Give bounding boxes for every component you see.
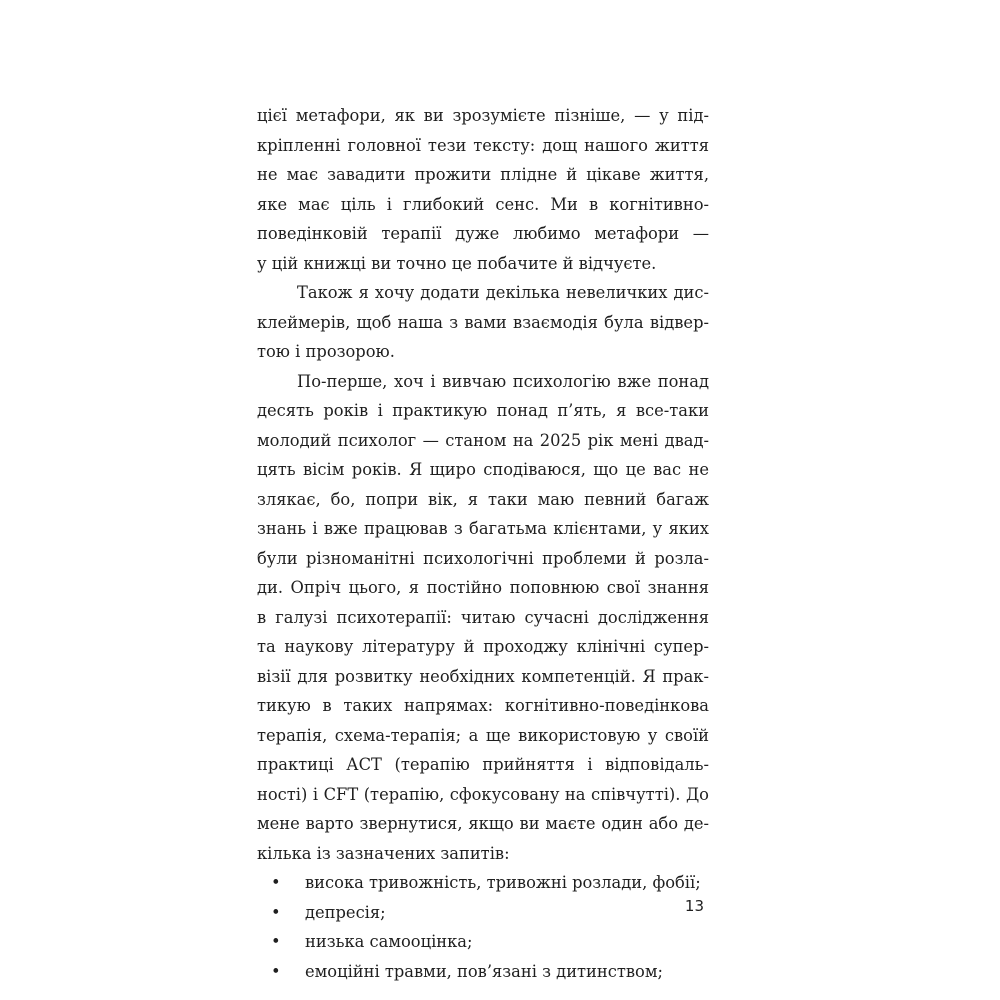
body-text — [257, 101, 709, 986]
text-line: тикую в таких напрямах: когнітивно-поведінкова — [257, 696, 709, 715]
text-line: клеймерів, щоб наша з вами взаємодія була відвер- — [257, 312, 709, 332]
text-line: мене варто звернутися, якщо ви маєте один або де- — [257, 814, 709, 833]
text-line: практиці АСТ (терапію прийняття і відповідаль- — [257, 755, 709, 774]
page-number: 13 — [684, 897, 704, 915]
list-item-text: емоційні травми, пов’язані з дитинством; — [305, 961, 664, 981]
list-item-text: висока тривожність, тривожні розлади, фобії; — [305, 873, 701, 892]
text-line: в галузі психотерапії: читаю сучасні дослідження — [257, 607, 709, 627]
text-line: кілька із зазначених запитів: — [257, 843, 510, 863]
bullet-icon: • — [271, 902, 281, 922]
text-line: цієї метафори, як ви зрозумієте пізніше, — у під- — [257, 106, 709, 125]
text-line: візії для розвитку необхідних компетенцій. Я прак- — [257, 666, 709, 686]
text-line: не має завадити прожити плідне й цікаве життя, — [257, 165, 709, 184]
paragraph-3 — [257, 367, 709, 869]
list-item — [257, 868, 709, 898]
bullet-icon: • — [271, 873, 281, 892]
bullet-icon: • — [271, 932, 281, 951]
text-line: були різноманітні психологічні проблеми й розла- — [257, 548, 709, 568]
list-item-text: низька самооцінка; — [305, 932, 473, 951]
paragraph-1 — [257, 101, 709, 278]
bullet-icon: • — [271, 961, 281, 981]
paragraph-2 — [257, 278, 709, 367]
list-item — [257, 898, 709, 928]
text-line: злякає, бо, попри вік, я таки маю певний багаж — [257, 489, 709, 509]
text-line: десять років і практикую понад п’ять, я все-таки — [257, 401, 709, 420]
text-line: ди. Опріч цього, я постійно поповнюю свої знання — [257, 578, 709, 597]
list-item — [257, 927, 709, 957]
text-line: тою і прозорою. — [257, 342, 395, 361]
text-line: кріпленні головної тези тексту: дощ нашого життя — [257, 135, 709, 155]
text-line: знань і вже працював з багатьма клієнтами, у яких — [257, 519, 709, 538]
text-line: ності) і CFT (терапію, сфокусовану на співчутті). До — [257, 784, 709, 804]
list-item-text: депресія; — [305, 902, 386, 922]
list-item — [257, 957, 709, 987]
text-line: молодий психолог — станом на 2025 рік мені двад- — [257, 430, 709, 450]
text-line: Також я хочу додати декілька невеличких дис- — [297, 283, 709, 302]
text-line: у цій книжці ви точно це побачите й відчуєте. — [257, 253, 657, 273]
text-line: поведінковій терапії дуже любимо метафори — — [257, 224, 709, 243]
text-line: яке має ціль і глибокий сенс. Ми в когнітивно- — [257, 194, 709, 214]
text-line: По-перше, хоч і вивчаю психологію вже понад — [297, 371, 709, 391]
text-line: та наукову літературу й проходжу клінічні супер- — [257, 637, 709, 656]
text-line: терапія, схема-терапія; а ще використовую у своїй — [257, 725, 709, 745]
bullet-list — [257, 868, 709, 986]
text-line: цять вісім років. Я щиро сподіваюся, що це вас не — [257, 460, 709, 479]
